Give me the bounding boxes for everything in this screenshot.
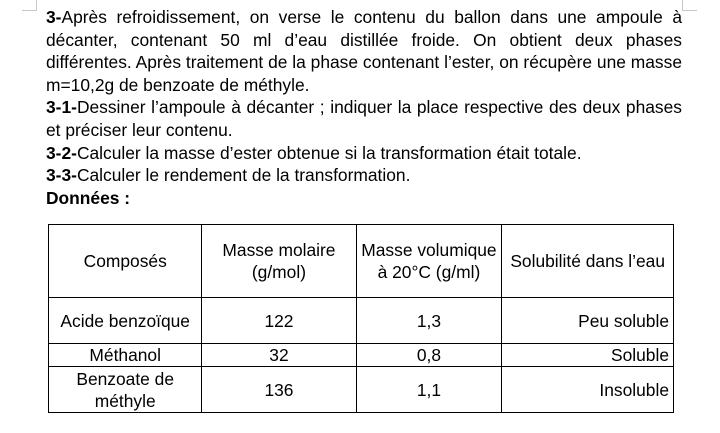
header-masse-volumique: Masse volumique à 20°C (g/ml) — [356, 225, 502, 298]
question-text: Calculer la masse d’ester obtenue si la transformation était totale. — [76, 142, 582, 163]
question-3 — [46, 6, 682, 96]
question-3-3 — [46, 164, 682, 187]
cell-masse-molaire: 136 — [202, 367, 356, 413]
cell-solubilite: Soluble — [502, 344, 674, 367]
question-3-1 — [46, 96, 682, 141]
question-number: 3-1- — [46, 97, 77, 118]
table-row — [49, 367, 674, 413]
table-header-row — [49, 225, 674, 298]
header-masse-molaire: Masse molaire (g/mol) — [202, 225, 356, 298]
cell-masse-molaire: 32 — [202, 344, 356, 367]
question-text: Dessiner l’ampoule à décanter ; indiquer la place respective des deux phases et préciser leur contenu. — [46, 97, 682, 140]
cell-solubilite: Insoluble — [502, 367, 674, 413]
table-row — [49, 344, 674, 367]
data-table — [48, 224, 674, 413]
header-composes: Composés — [49, 225, 202, 298]
cell-masse-volumique: 0,8 — [356, 344, 502, 367]
cell-masse-volumique: 1,1 — [356, 367, 502, 413]
page-corner-mark-right — [682, 0, 697, 11]
cell-solubilite: Peu soluble — [502, 298, 674, 344]
cell-masse-molaire: 122 — [202, 298, 356, 344]
table-row — [49, 298, 674, 344]
header-solubilite: Solubilité dans l’eau — [502, 225, 674, 298]
cell-compose: Acide benzoïque — [49, 298, 202, 344]
cell-compose: Benzoate de méthyle — [49, 367, 202, 413]
question-text: Après refroidissement, on verse le contenu du ballon dans une ampoule à décanter, contenant 50 ml d’eau distillée froide. On obtient deux phases différentes. Après traitement de la phase contenant l’ester, on récupère une masse m=10,2g de benzoate de méthyle. — [46, 7, 682, 95]
question-text: Calculer le rendement de la transformation. — [76, 165, 411, 186]
donnees-label: Données : — [46, 187, 131, 208]
exercise-text — [46, 6, 682, 209]
page-corner-mark-left — [22, 0, 37, 11]
cell-compose: Méthanol — [49, 344, 202, 367]
question-number: 3-2- — [46, 142, 77, 163]
cell-masse-volumique: 1,3 — [356, 298, 502, 344]
question-3-2 — [46, 142, 682, 165]
question-number: 3- — [46, 7, 62, 27]
question-number: 3-3- — [46, 165, 77, 186]
